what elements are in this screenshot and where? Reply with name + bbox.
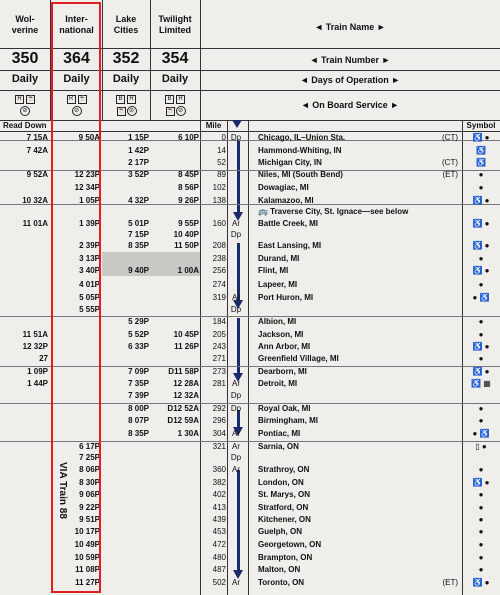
food-service-icon: ☕ [78,96,86,102]
station-name: Port Huron, MI [258,293,314,302]
service-icons [0,92,50,116]
time-352: 8 35P [128,429,149,438]
time-364: 3 13P [79,254,100,263]
time-350: 27 [39,354,48,363]
station-symbols: ● [478,540,484,549]
time-352: 8 35P [128,241,149,250]
food-service-icon: ☕ [117,108,125,114]
station-name: Hammond-Whiting, IN [258,146,342,155]
time-350: 1 09P [27,367,48,376]
row-label-service: ◄ On Board Service ► [300,100,400,110]
no-smoking-icon: ⊘ [20,106,30,116]
station-name: Brampton, ON [258,553,313,562]
mile-value: 453 [212,527,226,536]
mile-value: 274 [212,280,226,289]
station-symbols: ● [478,565,484,574]
arrive-depart: Dp [230,305,242,314]
station-symbols: ♿ ● [472,578,490,587]
time-354: D12 59A [167,416,199,425]
station-symbols: ● [478,490,484,499]
direction-down-icon [232,120,242,128]
time-354: 12 28A [173,379,199,388]
time-364: 7 25P [79,453,100,462]
time-354: D11 58P [168,367,199,376]
station-symbols: ● [478,280,484,289]
reserved-coach-icon: R [15,95,24,104]
time-352: 7 15P [128,230,149,239]
station-name: 🚌 Traverse City, St. Ignace—see below [258,207,409,216]
time-364: 6 17P [79,442,100,451]
mile-value: 138 [212,196,226,205]
station-name: Albion, MI [258,317,297,326]
mile-value: 502 [212,578,226,587]
station-symbols: ▯ ● [475,442,487,451]
mile-value: 0 [221,133,226,142]
time-zone: (CT) [442,133,458,142]
arrive-depart: Dp [230,453,242,462]
time-352: 4 32P [128,196,149,205]
time-354: 8 56P [178,183,199,192]
station-name: Toronto, ON [258,578,305,587]
station-name: Georgetown, ON [258,540,322,549]
time-352: 7 35P [128,379,149,388]
station-symbols: ♿ [476,158,486,167]
time-350: 11 01A [22,219,48,228]
no-smoking-icon: ⊘ [176,106,186,116]
time-354: 12 32A [173,391,199,400]
mile-value: 184 [212,317,226,326]
arrive-depart: Ar [232,578,240,587]
station-symbols: ● [478,503,484,512]
mile-value: 238 [212,254,226,263]
time-350: 9 52A [26,170,48,179]
station-symbols: ● [478,465,484,474]
food-service-icon: ☕ [27,96,35,102]
arrive-depart: Ar [232,442,240,451]
mile-value: 160 [212,219,226,228]
time-354: 1 00A [177,266,199,275]
read-down-label: Read Down [3,121,47,130]
mile-value: 205 [212,330,226,339]
station-symbols: ● [478,515,484,524]
time-364: 12 34P [74,183,100,192]
arrive-depart: Ar [232,465,240,474]
highlight-box [51,2,101,593]
time-364: 10 49P [74,540,100,549]
station-symbols: ♿ ● [472,219,490,228]
station-name: Flint, MI [258,266,289,275]
time-364: 11 08P [75,565,100,574]
time-364: 5 55P [79,305,100,314]
time-354: 10 45P [173,330,199,339]
arrive-depart: Ar [232,293,240,302]
time-352: 5 52P [128,330,149,339]
station-symbols: ♿ ● [472,342,490,351]
no-smoking-icon: ⊘ [127,106,137,116]
via-train-label: VIA Train 88 [57,462,68,519]
row-label-days: ◄ Days of Operation ► [299,75,401,85]
station-name: Jackson, MI [258,330,304,339]
station-symbols: ● [478,330,484,339]
station-symbols: ● [478,254,484,263]
train-name: Lake Cities [113,14,139,35]
mile-value: 382 [212,478,226,487]
time-352: 1 42P [128,146,149,155]
arrive-depart: Dp [230,404,242,413]
food-service-icon: ☕ [166,108,174,114]
arrive-depart: Dp [230,133,242,142]
time-364: 8 30P [79,478,100,487]
station-symbols: ♿ ● [472,478,490,487]
reserved-coach-icon: R [67,95,76,104]
mile-label: Mile [205,121,222,130]
time-364: 9 51P [79,515,100,524]
station-symbols: ● [478,553,484,562]
mile-value: 319 [212,293,226,302]
train-number: 354 [161,50,189,67]
days-of-operation: Daily [112,73,140,85]
station-name: Guelph, ON [258,527,302,536]
time-350: 12 32P [22,342,48,351]
mile-value: 487 [212,565,226,574]
reserved-coach-icon: R [127,95,136,104]
mile-value: 360 [212,465,226,474]
time-354: D12 52A [167,404,199,413]
time-350: 10 32A [22,196,48,205]
mile-value: 439 [212,515,226,524]
station-name: Strathroy, ON [258,465,310,474]
time-364: 9 22P [79,503,100,512]
time-352: 7 09P [128,367,149,376]
arrive-depart: Ar [232,219,240,228]
time-364: 4 01P [79,280,100,289]
arrive-depart: Dp [230,230,242,239]
station-name: Durand, MI [258,254,300,263]
mile-value: 281 [212,379,226,388]
time-364: 10 17P [74,527,100,536]
station-symbols: ● [478,170,484,179]
station-symbols: ♿ ● [472,367,490,376]
time-364: 3 40P [79,266,100,275]
reserved-coach-icon: R [176,95,185,104]
station-name: Michigan City, IN [258,158,322,167]
time-350: 7 15A [26,133,48,142]
station-name: St. Marys, ON [258,490,311,499]
bus-connection-icon: B [165,95,174,104]
mile-value: 243 [212,342,226,351]
mile-value: 208 [212,241,226,250]
time-354: 11 26P [174,342,199,351]
station-name: Dowagiac, MI [258,183,309,192]
time-352: 7 39P [128,391,149,400]
station-symbols: ♿ ● [472,241,490,250]
station-name: Stratford, ON [258,503,309,512]
mile-value: 271 [212,354,226,363]
time-zone: (CT) [442,158,458,167]
time-364: 1 05P [79,196,100,205]
mile-value: 480 [212,553,226,562]
time-352: 8 07P [128,416,149,425]
service-icons [150,92,200,116]
station-symbols: ♿ ▦ [471,379,491,388]
time-354: 1 30A [177,429,199,438]
mile-value: 102 [212,183,226,192]
days-of-operation: Daily [161,73,189,85]
mile-value: 296 [212,416,226,425]
station-symbols: ♿ ● [472,266,490,275]
time-352: 5 01P [128,219,149,228]
station-name: Chicago, IL–Union Sta. [258,133,346,142]
station-name: Kitchener, ON [258,515,311,524]
station-symbols: ● ♿ [472,429,490,438]
days-of-operation: Daily [11,73,39,85]
time-354: 9 55P [178,219,199,228]
mile-value: 472 [212,540,226,549]
station-name: Greenfield Village, MI [258,354,339,363]
station-name: Royal Oak, MI [258,404,311,413]
time-364: 5 05P [79,293,100,302]
time-352: 5 29P [128,317,149,326]
time-352: 8 00P [128,404,149,413]
time-zone: (ET) [442,170,458,179]
no-smoking-icon: ⊘ [72,106,82,116]
station-name: Kalamazoo, MI [258,196,314,205]
train-number: 350 [11,50,39,67]
station-symbols: ♿ [476,146,486,155]
symbol-label: Symbol [466,121,496,130]
divider [200,0,201,120]
row-label-name: ◄ Train Name ► [314,22,386,32]
train-name: Wol- verine [11,14,39,35]
time-364: 9 50A [78,133,100,142]
train-number: 364 [63,50,90,67]
bus-connection-icon: B [116,95,125,104]
time-354: 8 45P [178,170,199,179]
arrive-depart: Dp [230,391,242,400]
station-name: Sarnia, ON [258,442,299,451]
time-354: 9 26P [178,196,199,205]
station-name: Detroit, MI [258,379,298,388]
station-symbols: ♿ ● [472,133,490,142]
station-symbols: ● ♿ [472,293,490,302]
mile-value: 52 [217,158,226,167]
station-name: London, ON [258,478,304,487]
time-364: 10 59P [74,553,100,562]
time-350: 7 42A [26,146,48,155]
time-350: 11 51A [22,330,48,339]
mile-value: 321 [212,442,226,451]
time-352: 2 17P [128,158,149,167]
mile-value: 256 [212,266,226,275]
time-364: 9 06P [79,490,100,499]
mile-value: 292 [212,404,226,413]
station-name: Birmingham, MI [258,416,319,425]
time-364: 2 39P [79,241,100,250]
mile-value: 402 [212,490,226,499]
station-symbols: ● [478,416,484,425]
train-number: 352 [112,50,140,67]
arrive-depart: Ar [232,379,240,388]
mile-value: 413 [212,503,226,512]
time-364: 8 06P [79,465,100,474]
train-name: Twilight Limited [158,14,192,35]
time-352: 3 52P [128,170,149,179]
time-364: 11 27P [75,578,100,587]
station-name: East Lansing, MI [258,241,322,250]
time-352: 1 15P [128,133,149,142]
station-symbols: ♿ ● [472,196,490,205]
time-354: 10 40P [173,230,199,239]
station-name: Battle Creek, MI [258,219,319,228]
arrive-depart: Ar [232,429,240,438]
mile-value: 14 [217,146,226,155]
station-name: Niles, MI (South Bend) [258,170,343,179]
time-352: 6 33P [128,342,149,351]
mile-value: 304 [212,429,226,438]
station-name: Dearborn, MI [258,367,307,376]
time-364: 12 23P [74,170,100,179]
time-354: 6 10P [178,133,199,142]
train-name: Inter- national [59,14,94,35]
station-name: Ann Arbor, MI [258,342,311,351]
station-symbols: ● [478,183,484,192]
row-label-number: ◄ Train Number ► [309,55,391,65]
time-352: 9 40P [128,266,149,275]
station-symbols: ● [478,354,484,363]
days-of-operation: Daily [63,73,90,85]
time-350: 1 44P [27,379,48,388]
station-name: Malton, ON [258,565,301,574]
station-name: Lapeer, MI [258,280,298,289]
time-zone: (ET) [442,578,458,587]
time-354: 11 50P [174,241,199,250]
station-symbols: ● [478,404,484,413]
service-icons [102,92,150,116]
mile-value: 89 [217,170,226,179]
station-symbols: ● [478,317,484,326]
time-364: 1 39P [79,219,100,228]
station-name: Pontiac, MI [258,429,301,438]
station-symbols: ● [478,527,484,536]
mile-value: 273 [212,367,226,376]
